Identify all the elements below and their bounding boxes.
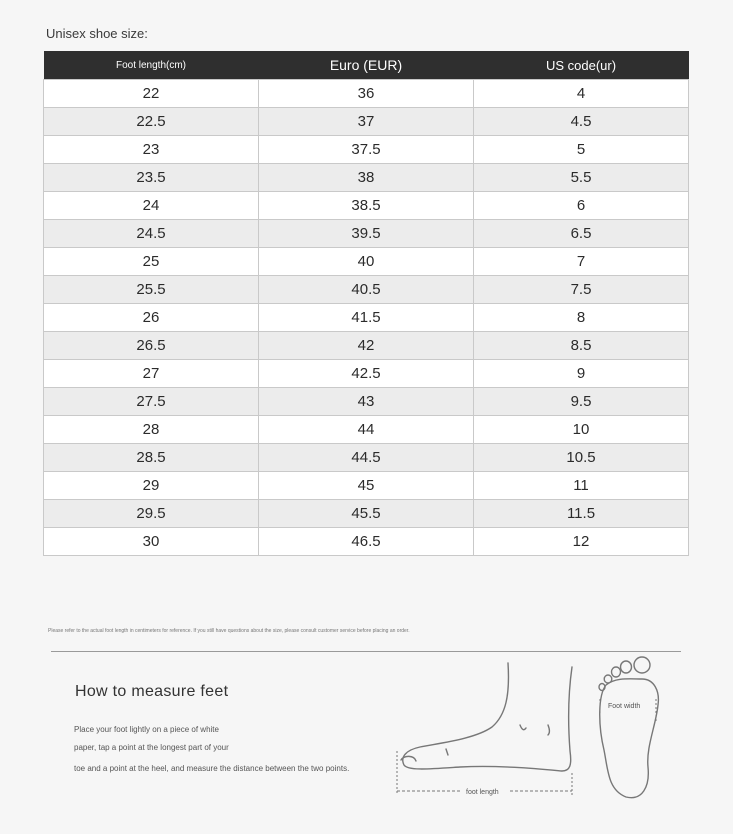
size-table-body — [44, 80, 689, 556]
cell-foot-length: 26.5 — [44, 332, 259, 360]
cell-foot-length: 24.5 — [44, 220, 259, 248]
cell-us-code: 9 — [474, 360, 689, 388]
table-row — [44, 388, 689, 416]
cell-us-code: 5 — [474, 136, 689, 164]
cell-us-code: 10 — [474, 416, 689, 444]
foot-width-label: Foot width — [608, 703, 641, 710]
instruction-line-1: Place your foot lightly on a piece of white — [74, 725, 219, 734]
cell-euro: 43 — [259, 388, 474, 416]
table-row — [44, 500, 689, 528]
cell-euro: 38 — [259, 164, 474, 192]
cell-foot-length: 29 — [44, 472, 259, 500]
cell-foot-length: 27 — [44, 360, 259, 388]
reference-note: Please refer to the actual foot length in centimeters for reference. If you still have questions about the size, please consult customer service before placing an order. — [48, 628, 410, 634]
cell-foot-length: 27.5 — [44, 388, 259, 416]
table-row — [44, 276, 689, 304]
how-to-measure-heading: How to measure feet — [75, 683, 229, 700]
cell-us-code: 12 — [474, 528, 689, 556]
instruction-line-2: paper, tap a point at the longest part of your — [74, 743, 229, 752]
cell-euro: 38.5 — [259, 192, 474, 220]
divider — [51, 651, 681, 652]
table-row — [44, 248, 689, 276]
table-row — [44, 360, 689, 388]
cell-euro: 37.5 — [259, 136, 474, 164]
table-row — [44, 416, 689, 444]
table-row — [44, 164, 689, 192]
cell-us-code: 8 — [474, 304, 689, 332]
table-row — [44, 108, 689, 136]
cell-euro: 45 — [259, 472, 474, 500]
cell-foot-length: 25.5 — [44, 276, 259, 304]
table-row — [44, 528, 689, 556]
cell-foot-length: 25 — [44, 248, 259, 276]
cell-euro: 37 — [259, 108, 474, 136]
sole-foot-icon — [599, 657, 658, 798]
table-row — [44, 220, 689, 248]
table-header-row — [44, 51, 689, 80]
cell-us-code: 5.5 — [474, 164, 689, 192]
cell-foot-length: 22 — [44, 80, 259, 108]
cell-us-code: 7 — [474, 248, 689, 276]
header-foot-length: Foot length(cm) — [44, 51, 259, 80]
cell-us-code: 9.5 — [474, 388, 689, 416]
header-euro: Euro (EUR) — [259, 51, 474, 80]
cell-foot-length: 24 — [44, 192, 259, 220]
table-row — [44, 136, 689, 164]
table-row — [44, 472, 689, 500]
table-row — [44, 80, 689, 108]
cell-us-code: 7.5 — [474, 276, 689, 304]
cell-foot-length: 28 — [44, 416, 259, 444]
cell-foot-length: 23.5 — [44, 164, 259, 192]
cell-foot-length: 30 — [44, 528, 259, 556]
header-us-code: US code(ur) — [474, 51, 689, 80]
cell-foot-length: 29.5 — [44, 500, 259, 528]
table-row — [44, 444, 689, 472]
cell-foot-length: 22.5 — [44, 108, 259, 136]
size-chart-title: Unisex shoe size: — [46, 26, 148, 41]
cell-euro: 41.5 — [259, 304, 474, 332]
cell-us-code: 6 — [474, 192, 689, 220]
side-foot-icon — [401, 663, 572, 771]
cell-us-code: 10.5 — [474, 444, 689, 472]
cell-euro: 39.5 — [259, 220, 474, 248]
cell-euro: 45.5 — [259, 500, 474, 528]
table-row — [44, 332, 689, 360]
cell-us-code: 4.5 — [474, 108, 689, 136]
cell-euro: 44.5 — [259, 444, 474, 472]
foot-length-label: foot length — [466, 789, 499, 796]
cell-euro: 42 — [259, 332, 474, 360]
cell-foot-length: 28.5 — [44, 444, 259, 472]
cell-euro: 44 — [259, 416, 474, 444]
instruction-line-3: toe and a point at the heel, and measure the distance between the two points. — [74, 764, 350, 773]
foot-measurement-diagram — [380, 655, 680, 805]
cell-us-code: 6.5 — [474, 220, 689, 248]
cell-us-code: 8.5 — [474, 332, 689, 360]
size-table — [43, 51, 689, 556]
cell-euro: 46.5 — [259, 528, 474, 556]
cell-euro: 40.5 — [259, 276, 474, 304]
cell-foot-length: 26 — [44, 304, 259, 332]
cell-euro: 36 — [259, 80, 474, 108]
cell-euro: 42.5 — [259, 360, 474, 388]
cell-foot-length: 23 — [44, 136, 259, 164]
table-row — [44, 304, 689, 332]
cell-us-code: 4 — [474, 80, 689, 108]
cell-us-code: 11.5 — [474, 500, 689, 528]
cell-us-code: 11 — [474, 472, 689, 500]
table-row — [44, 192, 689, 220]
cell-euro: 40 — [259, 248, 474, 276]
